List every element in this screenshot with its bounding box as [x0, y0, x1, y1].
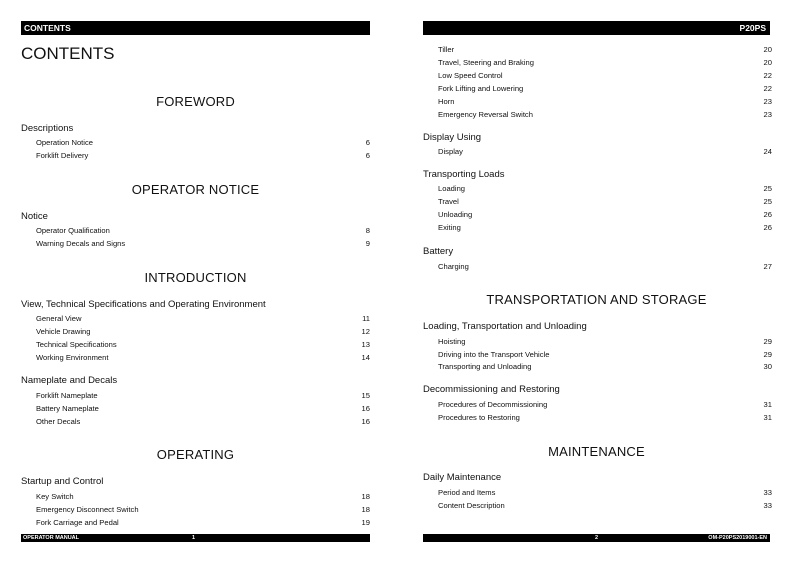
toc-entry-page: 26	[763, 223, 772, 232]
toc-entry[interactable]	[36, 504, 370, 515]
toc-entry-label: Driving into the Transport Vehicle	[438, 350, 550, 359]
toc-entry-label: Charging	[438, 262, 469, 271]
toc-entry[interactable]	[438, 83, 772, 94]
toc-entry[interactable]	[438, 196, 772, 207]
toc-entry-page: 25	[763, 184, 772, 193]
section-heading-introduction: INTRODUCTION	[144, 270, 247, 285]
toc-entry[interactable]	[36, 326, 370, 337]
toc-entry-page: 8	[365, 226, 370, 235]
toc-entry-label: Display	[438, 147, 463, 156]
toc-entry-page: 31	[763, 400, 772, 409]
toc-entry-label: Operator Qualification	[36, 226, 110, 235]
toc-entry-page: 26	[763, 210, 772, 219]
toc-entry-page: 31	[763, 413, 772, 422]
group-title: Daily Maintenance	[423, 472, 502, 483]
toc-entry[interactable]	[438, 57, 772, 68]
left-footer-bar	[21, 534, 370, 542]
toc-entry[interactable]	[438, 361, 772, 372]
toc-entry[interactable]	[36, 137, 370, 148]
toc-entry-page: 33	[763, 488, 772, 497]
toc-entry[interactable]	[438, 412, 772, 423]
toc-entry-label: Low Speed Control	[438, 71, 503, 80]
toc-entry-page: 18	[361, 505, 370, 514]
toc-entry-page: 23	[763, 97, 772, 106]
toc-entry[interactable]	[36, 352, 370, 363]
left-header-bar	[21, 21, 370, 35]
section-heading-transportation-storage: TRANSPORTATION AND STORAGE	[486, 292, 707, 307]
toc-entry[interactable]	[36, 416, 370, 427]
toc-entry-label: Emergency Disconnect Switch	[36, 505, 139, 514]
toc-entry-page: 20	[763, 58, 772, 67]
section-heading-operator-notice: OPERATOR NOTICE	[131, 182, 260, 197]
right-header-bar	[423, 21, 770, 35]
toc-entry[interactable]	[438, 261, 772, 272]
group-title: Startup and Control	[21, 476, 104, 487]
toc-entry[interactable]	[438, 96, 772, 107]
toc-entry-page: 24	[763, 147, 772, 156]
toc-entry-label: Procedures of Decommissioning	[438, 400, 548, 409]
toc-entry-page: 29	[763, 337, 772, 346]
toc-entry-label: Loading	[438, 184, 466, 193]
toc-entry-label: Technical Specifications	[36, 340, 117, 349]
toc-entry-label: Fork Lifting and Lowering	[438, 84, 524, 93]
group-title: Loading, Transportation and Unloading	[423, 321, 587, 332]
group-title: View, Technical Specifications and Operating Environment	[21, 299, 266, 310]
toc-entry-label: Operation Notice	[36, 138, 93, 147]
toc-entry-page: 22	[763, 71, 772, 80]
toc-entry-label: Transporting and Unloading	[438, 362, 532, 371]
toc-entry[interactable]	[36, 150, 370, 161]
toc-entry-label: Working Environment	[36, 353, 109, 362]
section-heading-foreword: FOREWORD	[156, 94, 235, 109]
group-title: Transporting Loads	[423, 169, 505, 180]
right-page	[396, 0, 793, 563]
toc-entry[interactable]	[438, 336, 772, 347]
toc-entry-label: Forklift Delivery	[36, 151, 89, 160]
toc-entry[interactable]	[36, 238, 370, 249]
footer-document-code: OM-P20PS2019001-EN	[708, 535, 767, 541]
toc-entry-page: 6	[365, 138, 370, 147]
toc-entry[interactable]	[438, 222, 772, 233]
toc-entry[interactable]	[36, 313, 370, 324]
toc-entry-page: 30	[763, 362, 772, 371]
toc-entry-page: 9	[365, 239, 370, 248]
toc-entry-label: Procedures to Restoring	[438, 413, 520, 422]
toc-entry[interactable]	[36, 403, 370, 414]
group-title: Battery	[423, 246, 454, 257]
footer-page-number: 2	[595, 535, 599, 541]
toc-entry-page: 13	[361, 340, 370, 349]
toc-entry-page: 27	[763, 262, 772, 271]
toc-entry-label: Vehicle Drawing	[36, 327, 91, 336]
toc-entry-label: Period and Items	[438, 488, 496, 497]
toc-entry-label: Warning Decals and Signs	[36, 239, 126, 248]
toc-entry-label: Other Decals	[36, 417, 81, 426]
toc-entry-label: Forklift Nameplate	[36, 391, 98, 400]
toc-entry[interactable]	[438, 500, 772, 511]
toc-entry-page: 19	[361, 518, 370, 527]
toc-entry-label: Fork Carriage and Pedal	[36, 518, 119, 527]
section-heading-operating: OPERATING	[156, 447, 235, 462]
toc-entry-label: Battery Nameplate	[36, 404, 99, 413]
toc-entry-page: 25	[763, 197, 772, 206]
toc-entry-page: 6	[365, 151, 370, 160]
toc-entry-page: 16	[361, 404, 370, 413]
page-title: CONTENTS	[21, 44, 115, 63]
toc-entry-page: 29	[763, 350, 772, 359]
toc-entry-label: General View	[36, 314, 82, 323]
toc-entry[interactable]	[36, 491, 370, 502]
toc-entry[interactable]	[438, 146, 772, 157]
toc-entry-page: 22	[763, 84, 772, 93]
toc-entry-label: Tiller	[438, 45, 455, 54]
toc-entry[interactable]	[438, 209, 772, 220]
group-title: Display Using	[423, 132, 482, 143]
toc-entry[interactable]	[438, 44, 772, 55]
toc-entry-page: 14	[361, 353, 370, 362]
toc-entry-page: 23	[763, 110, 772, 119]
toc-entry-page: 33	[763, 501, 772, 510]
toc-entry-label: Exiting	[438, 223, 461, 232]
toc-entry[interactable]	[438, 349, 772, 360]
group-title: Notice	[21, 211, 48, 222]
toc-entry-label: Content Description	[438, 501, 505, 510]
group-title: Descriptions	[21, 123, 74, 134]
toc-entry-page: 20	[763, 45, 772, 54]
toc-entry-page: 18	[361, 492, 370, 501]
toc-entry-label: Emergency Reversal Switch	[438, 110, 533, 119]
toc-entry[interactable]	[438, 399, 772, 410]
group-title: Decommissioning and Restoring	[423, 384, 560, 395]
group-title: Nameplate and Decals	[21, 375, 118, 386]
toc-entry-label: Horn	[438, 97, 455, 106]
toc-entry[interactable]	[36, 225, 370, 236]
toc-entry[interactable]	[438, 183, 772, 194]
section-heading-maintenance: MAINTENANCE	[548, 444, 645, 459]
right-header-label: P20PS	[739, 23, 766, 33]
toc-entry-page: 11	[362, 314, 370, 323]
toc-entry[interactable]	[36, 517, 370, 528]
toc-entry[interactable]	[438, 487, 772, 498]
right-footer-bar	[423, 534, 770, 542]
footer-page-number: 1	[192, 535, 196, 541]
toc-entry-label: Travel, Steering and Braking	[438, 58, 534, 67]
toc-entry[interactable]	[36, 390, 370, 401]
toc-entry-label: Travel	[438, 197, 459, 206]
left-page	[0, 0, 396, 563]
footer-manual-label: OPERATOR MANUAL	[23, 535, 80, 541]
toc-entry-label: Hoisting	[438, 337, 466, 346]
toc-entry[interactable]	[438, 109, 772, 120]
toc-entry[interactable]	[36, 339, 370, 350]
toc-entry[interactable]	[438, 70, 772, 81]
toc-entry-page: 16	[361, 417, 370, 426]
toc-entry-page: 15	[361, 391, 370, 400]
toc-entry-label: Key Switch	[36, 492, 74, 501]
left-header-label: CONTENTS	[24, 23, 71, 33]
toc-entry-label: Unloading	[438, 210, 473, 219]
toc-entry-page: 12	[361, 327, 370, 336]
